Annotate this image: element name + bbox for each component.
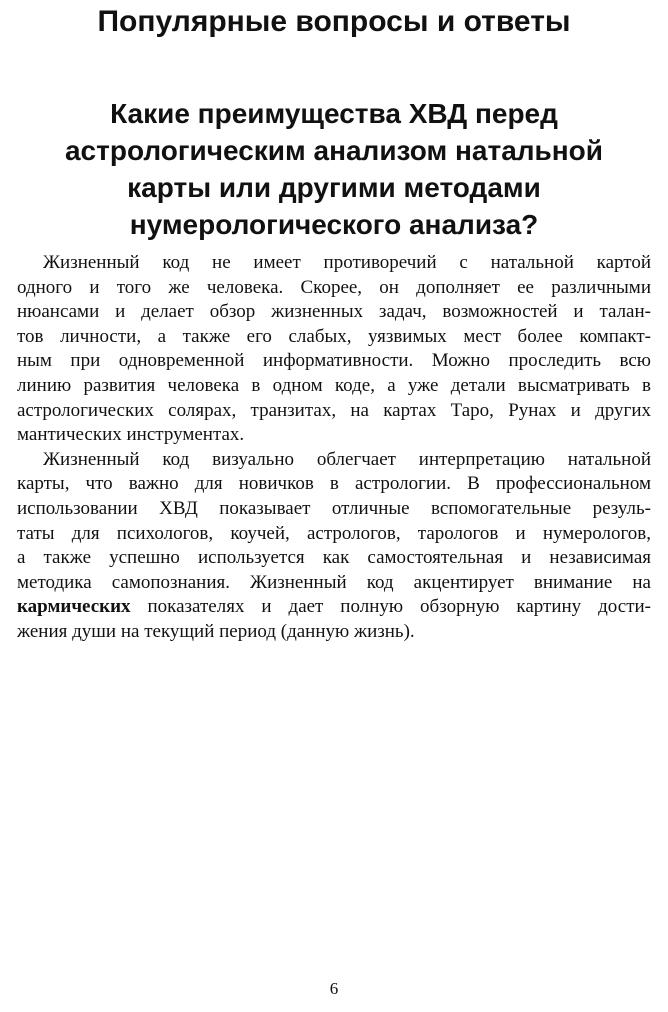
text-line: методика самопознания. Жизненный код акцентирует внимание на: [17, 571, 651, 593]
question-line: Какие преимущества ХВД перед: [110, 98, 558, 129]
question-line: астрологическим анализом натальной: [64, 135, 603, 166]
text-line: жения души на текущий период (данную жизнь).: [17, 620, 415, 642]
text-line: тов личности, а также его слабых, уязвимых мест более компакт-: [17, 325, 651, 347]
text-line: а также успешно используется как самостоятельная и независимая: [17, 547, 651, 569]
keyword-bold: кармических: [17, 596, 131, 618]
text-line: таты для психологов, коучей, астрологов, тарологов и нумерологов,: [17, 522, 651, 544]
answer-paragraph-1: [17, 251, 651, 448]
text-line: Жизненный код не имеет противоречий с натальной картой: [43, 252, 651, 273]
answer-text: [17, 251, 651, 645]
text-line: [17, 595, 651, 620]
section-title: Популярные вопросы и ответы: [97, 5, 571, 38]
text-line: астрологических солярах, транзитах, на картах Таро, Рунах и других: [17, 399, 651, 421]
text-line: Жизненный код визуально облегчает интерпретацию натальной: [43, 448, 651, 470]
question-line: карты или другими методами: [127, 172, 541, 203]
question-line: нумерологического анализа?: [129, 209, 539, 240]
text-line: ным при одновременной информативности. Можно проследить всю: [17, 350, 651, 372]
text-line: линию развития человека в одном коде, а уже детали высматривать в: [17, 374, 651, 396]
text-line: мантических инструментах.: [17, 424, 245, 446]
text-line: одного и того же человека. Скорее, он дополняет ее различными: [17, 276, 651, 298]
text-line: использовании ХВД показывает отличные вспомогательные резуль-: [17, 497, 651, 519]
text-line: карты, что важно для новичков в астрологии. В профессиональном: [17, 473, 651, 495]
answer-paragraph-2: [17, 448, 651, 645]
page-number: 6: [329, 979, 339, 998]
text-line-rest: показателях и дает полную обзорную картину дости-: [130, 596, 651, 618]
question-heading: [30, 95, 638, 243]
text-line: нюансами и делает обзор жизненных задач, возможностей и талан-: [17, 301, 651, 323]
